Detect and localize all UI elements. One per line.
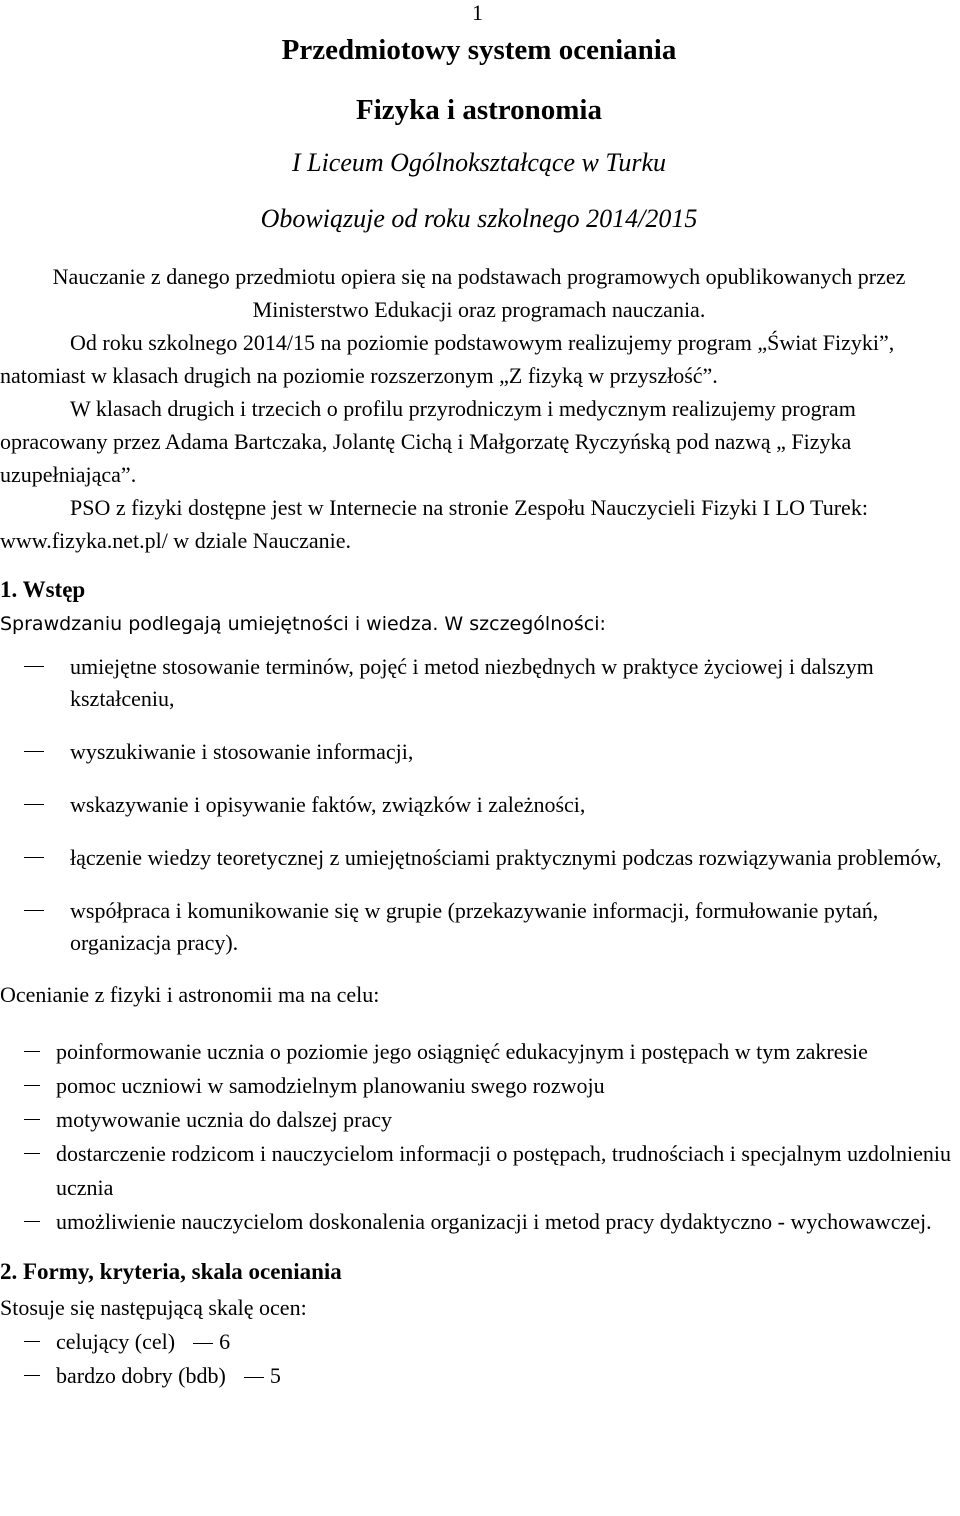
goals-list	[0, 1035, 958, 1239]
list-item: dostarczenie rodzicom i nauczycielom informacji o postępach, trudnościach i specjalnym uzdolnieniu ucznia	[0, 1137, 958, 1205]
list-item: wskazywanie i opisywanie faktów, związków i zależności,	[0, 789, 958, 821]
intro-paragraph-4: PSO z fizyki dostępne jest w Internecie na stronie Zespołu Nauczycieli Fizyki I LO Turek: www.fizyka.net.pl/ w dziale Nauczanie.	[0, 495, 868, 553]
intro-paragraph-2: Od roku szkolnego 2014/15 na poziomie podstawowym realizujemy program „Świat Fizyki”, natomiast w klasach drugich na poziomie rozszerzonym „Z fizyką w przyszłość”.	[0, 330, 895, 388]
school-name: I Liceum Ogólnokształcące w Turku	[291, 148, 667, 177]
section-1-heading: 1. Wstęp	[0, 577, 86, 602]
document-body	[0, 30, 958, 1393]
list-item: umiejętne stosowanie terminów, pojęć i metod niezbędnych w praktyce życiowej i dalszym kształceniu,	[0, 651, 958, 715]
intro-section	[0, 260, 958, 557]
grade-item	[0, 1359, 958, 1393]
intro-paragraph-3: W klasach drugich i trzecich o profilu przyrodniczym i medycznym realizujemy program opracowany przez Adama Bartczaka, Jolantę Cichą i Małgorzatę Ryczyńską pod nazwą „ Fizyka uzupełniająca”.	[0, 396, 856, 487]
grade-scale-lead: Stosuje się następującą skalę ocen:	[0, 1295, 307, 1320]
list-item: motywowanie ucznia do dalszej pracy	[0, 1103, 958, 1137]
grade-value: 5	[226, 1363, 281, 1388]
list-item: łączenie wiedzy teoretycznej z umiejętnościami praktycznymi podczas rozwiązywania problemów,	[0, 842, 958, 874]
goals-lead: Ocenianie z fizyki i astronomii ma na celu:	[0, 982, 380, 1007]
document-subtitle: Fizyka i astronomia	[356, 94, 602, 126]
list-item: umożliwienie nauczycielom doskonalenia organizacji i metod pracy dydaktyczno - wychowawczej.	[0, 1205, 958, 1239]
section-2-heading: 2. Formy, kryteria, skala oceniania	[0, 1259, 342, 1284]
intro-paragraph-1: Nauczanie z danego przedmiotu opiera się na podstawach programowych opublikowanych przez Ministerstwo Edukacji oraz programach nauczania.	[52, 264, 906, 322]
section-1-lead: Sprawdzaniu podlegają umiejętności i wiedza. W szczególności:	[0, 613, 606, 635]
page-number: 1	[472, 0, 483, 25]
list-item: pomoc uczniowi w samodzielnym planowaniu swego rozwoju	[0, 1069, 958, 1103]
document-title: Przedmiotowy system oceniania	[281, 34, 677, 66]
list-item: wyszukiwanie i stosowanie informacji,	[0, 736, 958, 768]
list-item: współpraca i komunikowanie się w grupie (przekazywanie informacji, formułowanie pytań, organizacja pracy).	[0, 895, 958, 959]
grade-item	[0, 1325, 958, 1359]
skills-list	[0, 651, 958, 959]
validity-note: Obowiązuje od roku szkolnego 2014/2015	[260, 204, 698, 233]
grade-name: bardzo dobry (bdb)	[56, 1363, 226, 1388]
grade-name: celujący (cel)	[56, 1329, 176, 1354]
list-item: poinformowanie ucznia o poziomie jego osiągnięć edukacyjnym i postępach w tym zakresie	[0, 1035, 958, 1069]
grade-value: 6	[175, 1329, 230, 1354]
grade-scale-list	[0, 1325, 958, 1393]
